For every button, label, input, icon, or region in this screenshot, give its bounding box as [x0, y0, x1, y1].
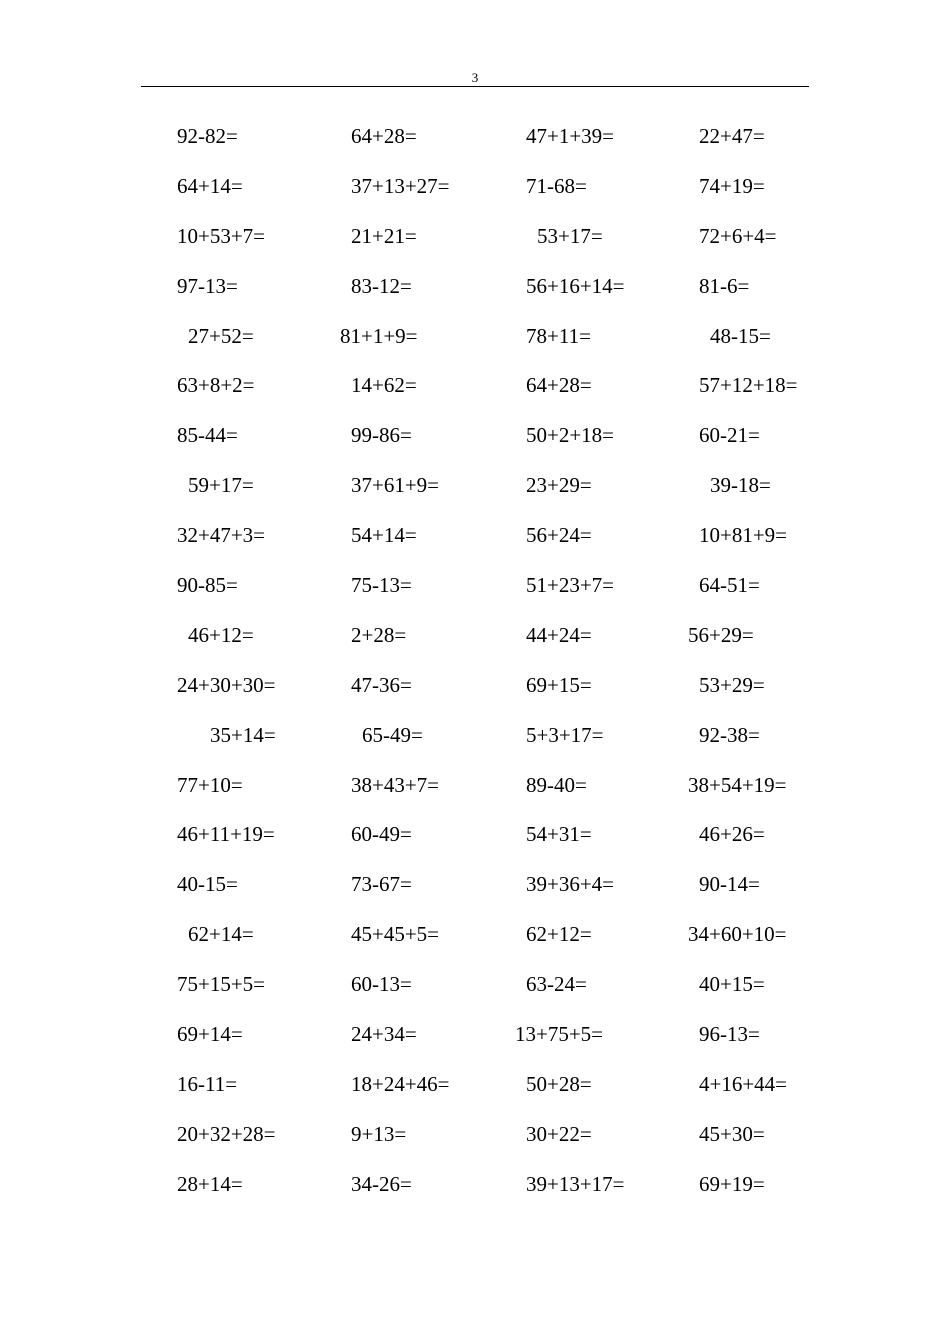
problem-row: [0, 269, 950, 319]
arithmetic-problem: 10+53+7=: [177, 223, 266, 248]
arithmetic-problem: 83-12=: [351, 273, 412, 298]
arithmetic-problem: 30+22=: [526, 1121, 592, 1146]
arithmetic-problem: 40-15=: [177, 872, 238, 897]
arithmetic-problem: 92-38=: [699, 722, 760, 747]
problem-row: [0, 1117, 950, 1167]
arithmetic-problem: 64-51=: [699, 573, 760, 598]
arithmetic-problem: 9+13=: [351, 1121, 407, 1146]
arithmetic-problem: 77+10=: [177, 772, 243, 797]
arithmetic-problem: 62+14=: [188, 922, 254, 947]
arithmetic-problem: 92-82=: [177, 124, 238, 148]
arithmetic-problem: 75+15+5=: [177, 972, 266, 997]
arithmetic-problem: 45+30=: [699, 1121, 765, 1146]
problem-row: [0, 1167, 950, 1217]
problem-row: [0, 967, 950, 1017]
arithmetic-problem: 78+11=: [526, 323, 591, 348]
arithmetic-problem: 34+60+10=: [688, 922, 787, 947]
arithmetic-problem: 24+34=: [351, 1022, 417, 1047]
arithmetic-problem: 64+28=: [526, 373, 592, 398]
arithmetic-problem: 53+17=: [537, 223, 603, 248]
arithmetic-problem: 74+19=: [699, 173, 765, 198]
problem-row: [0, 1067, 950, 1117]
arithmetic-problem: 22+47=: [699, 124, 765, 148]
problem-row: [0, 917, 950, 967]
arithmetic-problem: 50+2+18=: [526, 423, 615, 448]
arithmetic-problem: 14+62=: [351, 373, 417, 398]
arithmetic-problem: 50+28=: [526, 1071, 592, 1096]
arithmetic-problem: 56+16+14=: [526, 273, 625, 298]
arithmetic-problem: 21+21=: [351, 223, 417, 248]
arithmetic-problem: 39+36+4=: [526, 872, 615, 897]
arithmetic-problem: 75-13=: [351, 573, 412, 598]
arithmetic-problem: 39+13+17=: [526, 1171, 625, 1196]
arithmetic-problem: 13+75+5=: [515, 1022, 604, 1047]
arithmetic-problem: 2+28=: [351, 622, 407, 647]
problem-row: [0, 768, 950, 818]
arithmetic-problem: 89-40=: [526, 772, 587, 797]
arithmetic-problem: 90-85=: [177, 573, 238, 598]
arithmetic-problem: 97-13=: [177, 273, 238, 298]
arithmetic-problem: 10+81+9=: [699, 523, 788, 548]
arithmetic-problem: 35+14=: [210, 722, 276, 747]
arithmetic-problem: 38+43+7=: [351, 772, 440, 797]
arithmetic-problem: 38+54+19=: [688, 772, 787, 797]
arithmetic-problem: 57+12+18=: [699, 373, 798, 398]
arithmetic-problem: 81-6=: [699, 273, 750, 298]
arithmetic-problem: 47-36=: [351, 672, 412, 697]
arithmetic-problem: 46+26=: [699, 822, 765, 847]
arithmetic-problem: 69+19=: [699, 1171, 765, 1196]
arithmetic-problem: 71-68=: [526, 173, 587, 198]
arithmetic-problem: 72+6+4=: [699, 223, 777, 248]
arithmetic-problem: 81+1+9=: [340, 323, 418, 348]
arithmetic-problem: 56+24=: [526, 523, 592, 548]
arithmetic-problem: 37+61+9=: [351, 473, 440, 498]
problem-row: [0, 568, 950, 618]
arithmetic-problem: 96-13=: [699, 1022, 760, 1047]
problem-row: [0, 668, 950, 718]
problem-grid: [0, 119, 950, 1217]
problem-row: [0, 219, 950, 269]
arithmetic-problem: 20+32+28=: [177, 1121, 276, 1146]
header-rule: [141, 86, 809, 87]
arithmetic-problem: 4+16+44=: [699, 1071, 788, 1096]
arithmetic-problem: 65-49=: [362, 722, 423, 747]
arithmetic-problem: 63-24=: [526, 972, 587, 997]
arithmetic-problem: 18+24+46=: [351, 1071, 450, 1096]
problem-row: [0, 368, 950, 418]
arithmetic-problem: 53+29=: [699, 672, 765, 697]
problem-row: [0, 867, 950, 917]
arithmetic-problem: 32+47+3=: [177, 523, 266, 548]
arithmetic-problem: 47+1+39=: [526, 124, 615, 148]
arithmetic-problem: 63+8+2=: [177, 373, 255, 398]
arithmetic-problem: 28+14=: [177, 1171, 243, 1196]
problem-row: [0, 518, 950, 568]
problem-row: [0, 468, 950, 518]
problem-row: [0, 618, 950, 668]
arithmetic-problem: 46+12=: [188, 622, 254, 647]
arithmetic-problem: 54+31=: [526, 822, 592, 847]
arithmetic-problem: 69+14=: [177, 1022, 243, 1047]
arithmetic-problem: 64+28=: [351, 124, 417, 148]
arithmetic-problem: 40+15=: [699, 972, 765, 997]
arithmetic-problem: 56+29=: [688, 622, 754, 647]
arithmetic-problem: 5+3+17=: [526, 722, 604, 747]
arithmetic-problem: 90-14=: [699, 872, 760, 897]
arithmetic-problem: 85-44=: [177, 423, 238, 448]
arithmetic-problem: 64+14=: [177, 173, 243, 198]
problem-row: [0, 319, 950, 369]
arithmetic-problem: 48-15=: [710, 323, 771, 348]
arithmetic-problem: 69+15=: [526, 672, 592, 697]
arithmetic-problem: 24+30+30=: [177, 672, 276, 697]
arithmetic-problem: 27+52=: [188, 323, 254, 348]
problem-row: [0, 119, 950, 169]
arithmetic-problem: 59+17=: [188, 473, 254, 498]
problem-row: [0, 169, 950, 219]
arithmetic-problem: 62+12=: [526, 922, 592, 947]
arithmetic-problem: 46+11+19=: [177, 822, 275, 847]
arithmetic-problem: 34-26=: [351, 1171, 412, 1196]
arithmetic-problem: 60-21=: [699, 423, 760, 448]
arithmetic-problem: 51+23+7=: [526, 573, 615, 598]
arithmetic-problem: 54+14=: [351, 523, 417, 548]
arithmetic-problem: 16-11=: [177, 1071, 238, 1096]
arithmetic-problem: 60-13=: [351, 972, 412, 997]
arithmetic-problem: 45+45+5=: [351, 922, 440, 947]
problem-row: [0, 817, 950, 867]
arithmetic-problem: 39-18=: [710, 473, 771, 498]
arithmetic-problem: 44+24=: [526, 622, 592, 647]
arithmetic-problem: 73-67=: [351, 872, 412, 897]
arithmetic-problem: 60-49=: [351, 822, 412, 847]
problem-row: [0, 418, 950, 468]
problem-row: [0, 718, 950, 768]
page-number: 3: [471, 70, 479, 85]
problem-row: [0, 1017, 950, 1067]
arithmetic-problem: 23+29=: [526, 473, 592, 498]
arithmetic-problem: 37+13+27=: [351, 173, 450, 198]
arithmetic-problem: 99-86=: [351, 423, 412, 448]
